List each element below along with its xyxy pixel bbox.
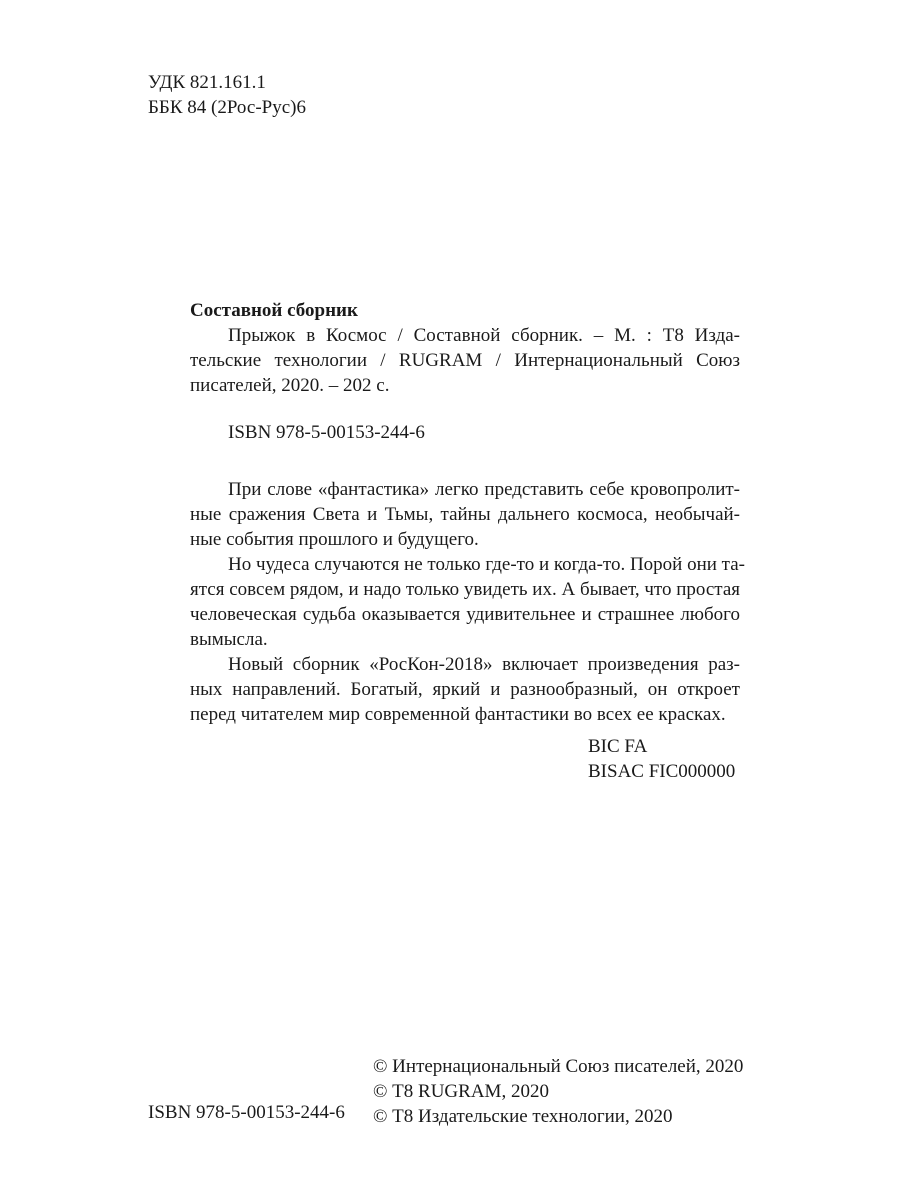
bisac-code: BISAC FIC000000 — [588, 761, 736, 782]
footer-isbn: ISBN 978-5-00153-244-6 — [148, 1102, 345, 1123]
annotation-line: ных направлений. Богатый, яркий и разнообразный, он откроет — [190, 679, 740, 700]
annotation-paragraph — [190, 652, 740, 727]
bibliographic-line: Прыжок в Космос / Составной сборник. – М. : Т8 Изда- — [228, 325, 740, 346]
author-heading: Составной сборник — [190, 300, 358, 321]
bic-code: BIC FA — [588, 736, 648, 757]
annotation-line: При слове «фантастика» легко представить себе кровопролит- — [228, 479, 740, 500]
annotation-paragraph — [190, 477, 740, 552]
annotation — [190, 477, 745, 727]
annotation-line: перед читателем мир современной фантастики во всех ее красках. — [190, 704, 726, 725]
bibliographic-line: тельские технологии / RUGRAM / Интернациональный Союз — [190, 350, 740, 371]
udk-code: УДК 821.161.1 — [148, 72, 266, 93]
bbk-code: ББК 84 (2Рос-Рус)6 — [148, 97, 306, 118]
copyright-line: © Интернациональный Союз писателей, 2020 — [373, 1056, 744, 1077]
annotation-line: Но чудеса случаются не только где-то и когда-то. Порой они та- — [228, 554, 745, 575]
annotation-line: вымысла. — [190, 629, 268, 650]
isbn: ISBN 978-5-00153-244-6 — [228, 422, 425, 443]
bibliographic-record — [190, 298, 740, 445]
annotation-line: человеческая судьба оказывается удивительнее и страшнее любого — [190, 604, 740, 625]
annotation-line: ные события прошлого и будущего. — [190, 529, 479, 550]
annotation-paragraph — [190, 552, 745, 652]
copyright-line: © Т8 Издательские технологии, 2020 — [373, 1106, 673, 1127]
annotation-line: Новый сборник «РосКон-2018» включает произведения раз- — [228, 654, 740, 675]
bibliographic-line: писателей, 2020. – 202 с. — [190, 375, 390, 396]
annotation-line: ятся совсем рядом, и надо только увидеть их. А бывает, что простая — [190, 579, 740, 600]
annotation-line: ные сражения Света и Тьмы, тайны дальнего космоса, необычай- — [190, 504, 740, 525]
copyright-line: © Т8 RUGRAM, 2020 — [373, 1081, 549, 1102]
subject-codes — [588, 734, 735, 784]
copyright-notices — [373, 1054, 743, 1129]
